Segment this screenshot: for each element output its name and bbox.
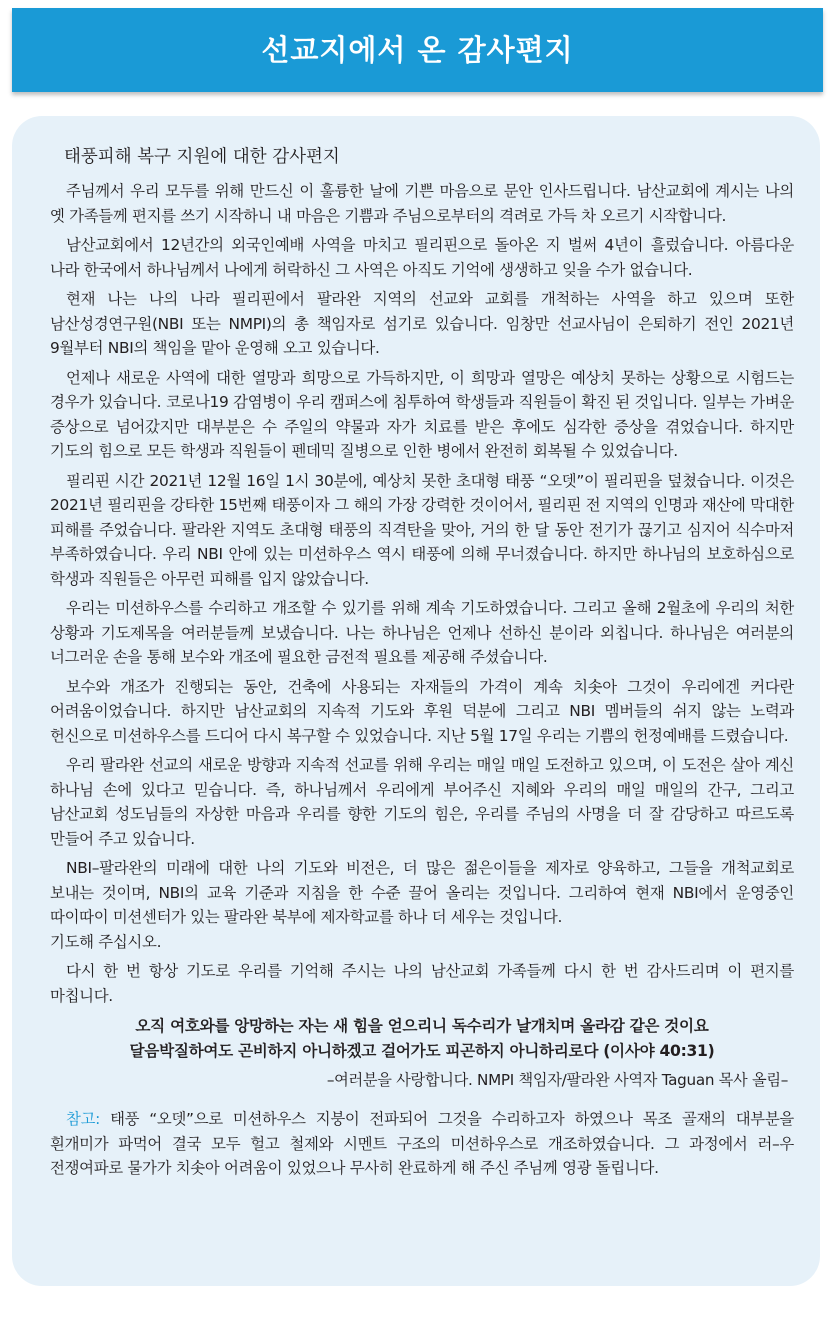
- letter-paragraph-6: 우리는 미션하우스를 수리하고 개조할 수 있기를 위해 계속 기도하였습니다. 그리고 올해 2월초에 우리의 처한 상황과 기도제목을 여러분들께 보냈습니다. 나는 하나님은 언제나 선하신 분이라 외칩니다. 하나님은 여러분의 너그러운 손을 통해 보수와 개조에 필요한 금전적 필요를 제공해 주셨습니다.: [50, 599, 794, 666]
- letter-paragraph-7: 보수와 개조가 진행되는 동안, 건축에 사용되는 자재들의 가격이 계속 치솟아 그것이 우리에겐 커다란 어려움이었습니다. 하지만 남산교회의 지속적 기도와 후원 덕분에 그리고 NBI 멤버들의 쉬지 않는 노력과 헌신으로 미션하우스를 드디어 다시 복구할 수 있었습니다. 지난 5월 17일 우리는 기쁨의 헌정예배를 드렸습니다.: [50, 677, 794, 745]
- pray-request-line: 기도해 주십시오.: [50, 932, 162, 951]
- closing-paragraph: 다시 한 번 항상 기도로 우리를 기억해 주시는 나의 남산교회 가족들께 다시 한 번 감사드리며 이 편지를 마칩니다.: [50, 962, 794, 1005]
- letter-title: 태풍피해 복구 지원에 대한 감사편지: [64, 147, 340, 167]
- page-title: 선교지에서 온 감사편지: [261, 33, 574, 67]
- bible-verse-line-1: 오직 여호와를 앙망하는 자는 새 힘을 얻으리니 독수리가 날개치며 올라감 같은 것이요: [135, 1017, 709, 1035]
- note-paragraph: [50, 1107, 794, 1181]
- letter-paragraph-1: 주님께서 우리 모두를 위해 만드신 이 훌륭한 날에 기쁜 마음으로 문안 인사드립니다. 남산교회에 계시는 나의 옛 가족들께 편지를 쓰기 시작하니 내 마음은 기쁨과 주님으로부터의 격려로 가득 차 오르기 시작합니다.: [50, 182, 794, 225]
- letter-paragraph-3: 현재 나는 나의 나라 필리핀에서 팔라완 지역의 선교와 교회를 개척하는 사역을 하고 있으며 또한 남산성경연구원(NBI 또는 NMPI)의 총 책임자로 섬기로 있습니다. 임창만 선교사님이 은퇴하기 전인 2021년 9월부터 NBI의 책임을 맡아 운영해 오고 있습니다.: [50, 290, 794, 357]
- header-banner: [12, 8, 823, 92]
- signature: –여러분을 사랑합니다. NMPI 책임자/팔라완 사역자 Taguan 목사 올림–: [326, 1071, 788, 1089]
- bible-verse-line-2: 달음박질하여도 곤비하지 아니하겠고 걸어가도 피곤하지 아니하리로다 (이사야 40:31): [129, 1042, 715, 1060]
- letter-paragraph-4: 언제나 새로운 사역에 대한 열망과 희망으로 가득하지만, 이 희망과 열망은 예상치 못하는 상황으로 시험드는 경우가 있습니다. 코로나19 감염병이 우리 캠퍼스에 침투하여 학생들과 직원들이 확진 된 것입니다. 일부는 가벼운 증상으로 넘어갔지만 대부분은 수 주일의 약물과 자가 치료를 받은 후에도 심각한 증상을 겪었습니다. 하지만 기도의 힘으로 모든 학생과 직원들이 펜데믹 질병으로 인한 병에서 완전히 회복될 수 있었습니다.: [50, 368, 794, 460]
- letter-paragraph-5: 필리핀 시간 2021년 12월 16일 1시 30분에, 예상치 못한 초대형 태풍 “오뎃”이 필리핀을 덮쳤습니다. 이것은 2021년 필리핀을 강타한 15번째 태풍이자 그 해의 가장 강력한 것이어서, 필리핀 전 지역의 인명과 재산에 막대한 피해를 주었습니다. 팔라완 지역도 초대형 태풍의 직격탄을 맞아, 거의 한 달 동안 전기가 끊기고 심지어 식수마저 부족하였습니다. 우리 NBI 안에 있는 미션하우스 역시 태풍에 의해 무너졌습니다. 하지만 하나님의 보호하심으로 학생과 직원들은 아무런 피해를 입지 않았습니다.: [50, 471, 794, 588]
- letter-paragraph-8: 우리 팔라완 선교의 새로운 방향과 지속적 선교를 위해 우리는 매일 매일 도전하고 있으며, 이 도전은 살아 계신 하나님 손에 있다고 믿습니다. 즉, 하나님께서 우리에게 부어주신 지혜와 우리의 매일 매일의 간구, 그리고 남산교회 성도님들의 자상한 마음과 우리를 향한 기도의 힘은, 우리를 주님의 사명을 더 잘 감당하고 따르도록 만들어 주고 있습니다.: [50, 756, 794, 848]
- bible-verse: [50, 1014, 794, 1064]
- letter-panel: [12, 116, 820, 1286]
- note-label: 참고:: [66, 1110, 101, 1129]
- letter-content: [50, 144, 794, 1196]
- letter-paragraph-9: NBI–팔라완의 미래에 대한 나의 기도와 비전은, 더 많은 젊은이들을 제자로 양육하고, 그들을 개척교회로 보내는 것이며, NBI의 교육 기준과 지침을 한 수준 끌어 올리는 것입니다. 그리하여 현재 NBI에서 운영중인 따이따이 미션센터가 있는 팔라완 북부에 제자학교를 하나 더 세우는 것입니다.: [50, 859, 794, 926]
- letter-paragraph-2: 남산교회에서 12년간의 외국인예배 사역을 마치고 필리핀으로 돌아온 지 벌써 4년이 흘렀습니다. 아름다운 나라 한국에서 하나님께서 나에게 허락하신 그 사역은 아직도 기억에 생생하고 잊을 수가 없습니다.: [50, 236, 794, 279]
- note-text: 태풍 “오뎃”으로 미션하우스 지붕이 전파되어 그것을 수리하고자 하였으나 목조 골재의 대부분을 흰개미가 파먹어 결국 모두 헐고 철제와 시멘트 구조의 미션하우스로 개조하였습니다. 그 과정에서 러–우 전쟁여파로 물가가 치솟아 어려움이 있었으나 무사히 완료하게 해 주신 주님께 영광 돌립니다.: [50, 1110, 794, 1178]
